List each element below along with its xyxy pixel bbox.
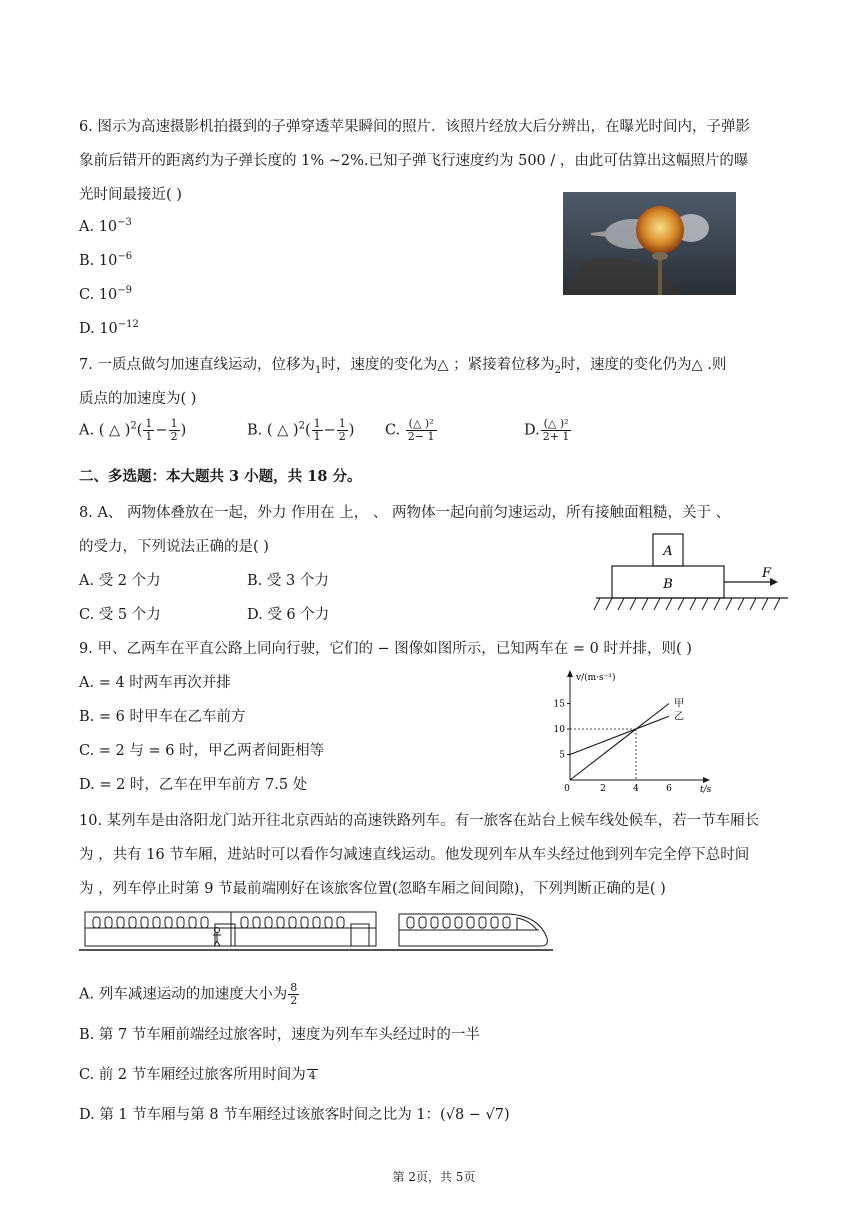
x-axis-label: t/s xyxy=(700,785,712,795)
q8-option-a: A. 受 2 个力 xyxy=(79,573,161,589)
q10-option-a: A. 列车减速运动的加速度大小为 $\frac{8}{2}$ xyxy=(79,981,298,1007)
y-axis-arrow xyxy=(567,670,573,677)
velocity-time-graph xyxy=(553,668,716,796)
q10-line1: 10. 某列车是由洛阳龙门站开往北京西站的高速铁路列车。有一旅客在站台上候车线处候车，若一节车厢长 xyxy=(79,813,760,829)
ground-hatching xyxy=(594,598,780,610)
x-tick-label: 6 xyxy=(666,784,672,794)
q9-option-b: B. = 6 时甲车在乙车前方 xyxy=(79,709,246,725)
q9-option-d: D. = 2 时，乙车在甲车前方 7.5 处 xyxy=(79,777,308,793)
page-footer: 第 2页，共 5页 xyxy=(392,1170,476,1184)
q10-option-b: B. 第 7 节车厢前端经过旅客时，速度为列车车头经过时的一半 xyxy=(79,1027,480,1043)
q6-line1: 6. 图示为高速摄影机拍摄到的子弹穿透苹果瞬间的照片．该照片经放大后分辨出，在曝光时间内，子弹影 xyxy=(79,119,750,135)
q8-line1: 8. A、 两物体叠放在一起，外力 作用在 上， 、 两物体一起向前匀速运动，所有接触面粗糙，关于 、 xyxy=(79,505,731,521)
train-head-car xyxy=(399,914,547,946)
q8-option-d: D. 受 6 个力 xyxy=(247,607,330,623)
q6-option-a: A. $10^{-3}$ xyxy=(79,217,132,235)
q10-option-c: C. 前 2 节车厢经过旅客所用时间为 4 xyxy=(79,1067,316,1083)
x-tick-label: 2 xyxy=(600,784,606,794)
y-tick-label: 5 xyxy=(559,750,565,761)
y-tick-label: 10 xyxy=(553,725,565,735)
series-label-jia: 甲 xyxy=(674,698,684,710)
q6-option-d: D. $10^{-12}$ xyxy=(79,319,139,337)
bullet-apple-photo xyxy=(563,192,736,295)
q8-option-c: C. 受 5 个力 xyxy=(79,607,161,623)
x-tick-label: 0 xyxy=(564,784,570,794)
q6-line2: 象前后错开的距离约为子弹长度的 1% ~2%.已知子弹飞行速度约为 500 / ，由此可估算出这幅照片的曝 xyxy=(79,153,749,169)
q7-option-d: D. $\frac{\text{(△ )²}}{2+ 1}$ xyxy=(524,417,570,443)
q7-line1: 7. 一质点做匀加速直线运动，位移为$_1$时，速度的变化为△ ；紧接着位移为$_2$时，速度的变化仍为△ .则 xyxy=(79,357,727,376)
q6-line3: 光时间最接近( ) xyxy=(79,187,182,203)
q6-option-b: B. $10^{-6}$ xyxy=(79,251,133,269)
q7-option-b: B. ( △ )$^2$( $\frac{1}{1}$ − $\frac{1}{2}$ ) xyxy=(247,417,355,443)
y-tick-label: 15 xyxy=(553,699,565,710)
q10-line3: 为 ，列车停止时第 9 节最前端刚好在该旅客位置(忽略车厢之间间隙)，下列判断正确的是( ) xyxy=(79,881,666,897)
train-figure xyxy=(79,908,555,958)
q9-option-c: C. = 2 与 = 6 时，甲乙两者间距相等 xyxy=(79,743,325,759)
q8-option-b: B. 受 3 个力 xyxy=(247,573,329,589)
train-windows xyxy=(93,917,510,928)
y-axis-label: v/(m·s⁻¹) xyxy=(576,673,616,683)
q7-option-c: C. $\frac{\text{(△ )²}}{2- 1}$ xyxy=(385,417,435,443)
block-b-label: B xyxy=(663,577,673,592)
stacked-blocks-figure xyxy=(592,534,792,614)
q9-line1: 9. 甲、乙两车在平直公路上同向行驶，它们的 − 图像如图所示，已知两车在 = 0 时并排，则( ) xyxy=(79,641,692,657)
force-label: F xyxy=(762,566,772,581)
q7-option-a: A. ( △ )$^2$( $\frac{1}{1}$ − $\frac{1}{2}$ ) xyxy=(79,417,187,443)
q7-line2: 质点的加速度为( ) xyxy=(79,391,197,407)
force-arrowhead xyxy=(770,578,778,586)
series-line-jia xyxy=(570,704,669,781)
x-axis-arrow xyxy=(703,777,710,783)
q8-line2: 的受力，下列说法正确的是( ) xyxy=(79,539,269,555)
series-label-yi: 乙 xyxy=(674,711,684,723)
section-title: 二、多选题：本大题共 3 小题，共 18 分。 xyxy=(79,468,362,485)
block-a-label: A xyxy=(663,544,673,559)
series-line-yi xyxy=(570,716,669,754)
q9-option-a: A. = 4 时两车再次并排 xyxy=(79,675,231,691)
passenger-icon xyxy=(213,928,221,947)
q10-option-d: D. 第 1 节车厢与第 8 节车厢经过该旅客时间之比为 1：(√8 − √7) xyxy=(79,1107,510,1123)
q10-line2: 为 ，共有 16 节车厢，进站时可以看作匀减速直线运动。他发现列车从车头经过他到列车完全停下总时间 xyxy=(79,847,750,863)
x-tick-label: 4 xyxy=(633,784,639,794)
q6-option-c: C. $10^{-9}$ xyxy=(79,285,132,303)
